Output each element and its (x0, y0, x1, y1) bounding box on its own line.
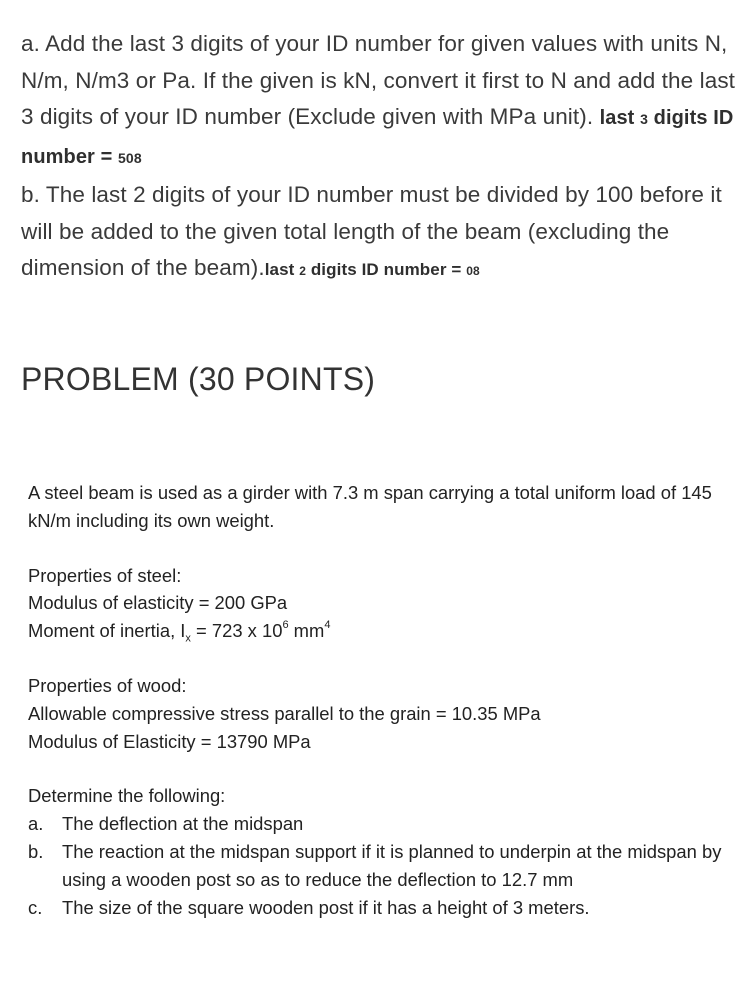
determine-list (28, 810, 746, 921)
id-label-digit: 3 (640, 111, 648, 128)
inertia-exponent: 6 (282, 619, 289, 632)
list-item-text: The size of the square wooden post if it has a height of 3 meters. (62, 896, 590, 918)
id-label-post: digits ID number = (306, 260, 467, 280)
list-item-text: The reaction at the midspan support if it is planned to underpin at the midspan by using a wooden post so as to reduce the deflection to 12.7 mm (62, 840, 722, 890)
inertia-subscript: x (185, 632, 191, 645)
list-item (28, 894, 746, 922)
list-item (28, 810, 746, 838)
steel-modulus: Modulus of elasticity = 200 GPa (28, 592, 288, 614)
id-instructions (21, 26, 741, 290)
list-item (28, 838, 746, 894)
list-marker: b. (28, 840, 44, 862)
list-item-text: The deflection at the midspan (62, 813, 304, 835)
id-last-2-digits (265, 260, 480, 279)
inertia-unit-exponent: 4 (324, 619, 331, 632)
id-value: 508 (118, 150, 142, 167)
problem-intro: A steel beam is used as a girder with 7.3 m span carrying a total uniform load of 145 kN/m including its own weight. (28, 482, 712, 531)
id-label-post: digits ID number = (21, 107, 734, 169)
list-marker: a. (28, 813, 44, 835)
wood-title: Properties of wood: (28, 674, 187, 696)
inertia-unit: mm (288, 620, 325, 642)
inertia-label: Moment of inertia, I (28, 620, 186, 642)
steel-title: Properties of steel: (28, 564, 182, 586)
problem-statement (28, 479, 746, 921)
determine-section (28, 782, 746, 921)
id-label-digit: 2 (299, 264, 306, 279)
instruction-a-text: a. Add the last 3 digits of your ID number for given values with units N, N/m, N/m3 or Pa. If the given is kN, convert it first to N and add the last 3 digits of your ID number (Exclude given with MPa unit). (21, 31, 736, 130)
determine-title: Determine the following: (28, 785, 226, 807)
problem-heading: PROBLEM (30 POINTS) (21, 361, 376, 397)
inertia-value: = 723 x 10 (190, 620, 283, 642)
instruction-b (21, 177, 741, 290)
id-label-pre: last (264, 260, 300, 280)
instruction-a (21, 26, 741, 177)
id-label-pre: last (599, 107, 641, 130)
list-marker: c. (28, 896, 43, 918)
instruction-b-text: b. The last 2 digits of your ID number must be divided by 100 before it will be added to the given total length of the beam (excluding the dimension of the beam). (21, 181, 722, 281)
steel-properties (28, 562, 746, 645)
id-value: 08 (466, 264, 480, 279)
wood-modulus: Modulus of Elasticity = 13790 MPa (28, 730, 311, 752)
wood-properties (28, 672, 746, 755)
steel-inertia (28, 617, 746, 645)
wood-stress: Allowable compressive stress parallel to the grain = 10.35 MPa (28, 702, 541, 724)
